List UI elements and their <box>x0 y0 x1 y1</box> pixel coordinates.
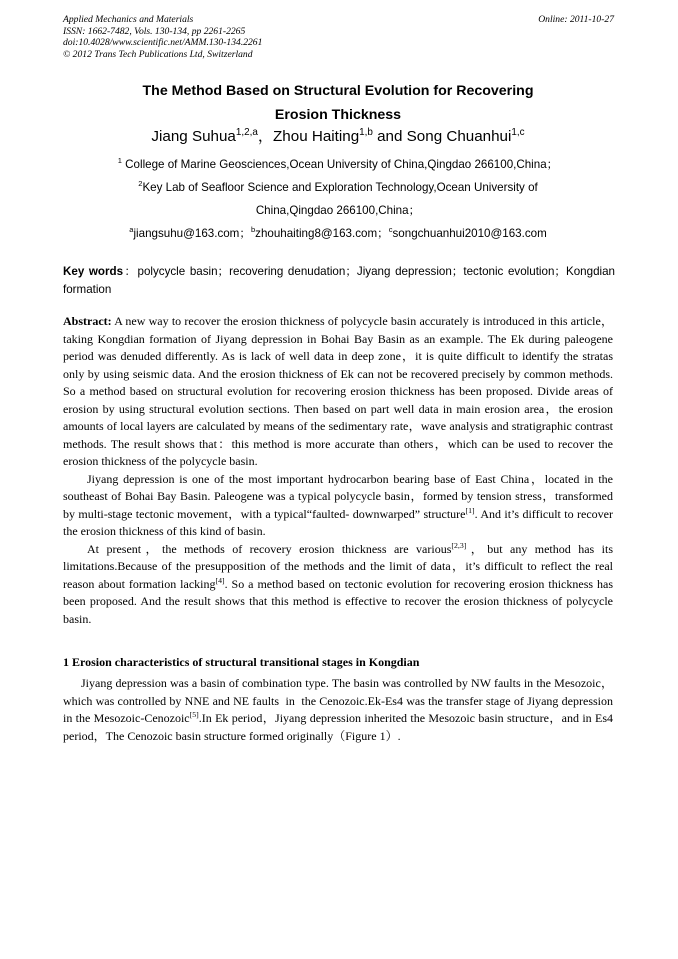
online-date: Online: 2011-10-27 <box>538 14 614 25</box>
intro-2-text-a: At present，the methods of recovery erosion thickness are various <box>87 541 452 556</box>
citation-2-3: [2,3] <box>451 540 467 550</box>
email-c: songchuanhui2010@163.com <box>392 227 547 240</box>
author-1: Jiang Suhua <box>151 128 236 145</box>
journal-name: Applied Mechanics and Materials <box>63 14 194 25</box>
email-c-marker: c <box>388 225 393 235</box>
doi-line: doi:10.4028/www.scientific.net/AMM.130-134.2261 <box>63 37 263 48</box>
author-3: Song Chuanhui <box>406 128 512 145</box>
paper-title <box>63 79 613 127</box>
section-1-heading: 1 Erosion characteristics of structural transitional stages in Kongdian <box>63 655 420 669</box>
intro-1-text-b: . And it’s difficult to recover the erosion thickness of this kind of basin. <box>63 506 613 538</box>
abstract <box>63 313 613 471</box>
author-3-affil: 1,c <box>511 126 525 138</box>
affiliation-2-marker: 2 <box>138 179 143 189</box>
email-a-marker: a <box>129 225 134 235</box>
email-b-marker: b <box>250 225 256 235</box>
keywords <box>63 263 615 299</box>
author-list <box>63 127 613 147</box>
section-1-text-b: .In Ek period，Jiyang depression inherited the Mesozoic basin structure，and in Es4 period，The Cenozoic basin structure formed originally（Figure 1）. <box>63 711 613 743</box>
author-separator: ， <box>257 128 274 145</box>
title-line-2: Erosion Thickness <box>274 107 402 123</box>
intro-2-text-b: ，but any method has its limitations.Because of the presupposition of the methods and the limit of data，it’s difficult to reflect the real reason about formation lacking <box>63 541 613 591</box>
intro-1-text-a: Jiyang depression is one of the most important hydrocarbon bearing base of East China，located in the southeast of Bohai Bay Basin. Paleogene was a typical polycycle basin，formed by tension stress，transformed by multi-stage tectonic movement，with a typical“faulted- downwarped” structure <box>63 471 613 521</box>
intro-paragraph-1 <box>63 471 613 541</box>
section-1-paragraph <box>63 675 616 745</box>
abstract-text: A new way to recover the erosion thickness of polycycle basin accurately is introduced in this article，taking Kongdian formation of Jiyang depression in Bohai Bay Basin as an example. The Ek during paleogene period was denuded differently. As is lack of well data in deep zone，it is quite difficult to identify the stratas only by using seismic data. And the erosion thickness of Ek can not be recovered precisely by common methods. So a method based on structural evolution for recovering erosion thickness has been proposed. Divide areas of erosion by using structural evolution sections. Then based on part well data in main erosion area，the erosion amounts of local layers are calculated by means of the sedimentary rate，wave analysis and stratigraphic contrast methods. The result shows that：this method is more accurate than others，which can be used to recover the erosion thickness of the polycycle basin. <box>63 314 613 468</box>
citation-1: [1] <box>465 505 475 515</box>
affiliation-1-marker: 1 <box>117 156 122 166</box>
affiliation-2 <box>63 176 613 222</box>
intro-paragraph-2 <box>63 541 613 629</box>
author-2-affil: 1,b <box>359 126 373 138</box>
issn-line: ISSN: 1662-7482, Vols. 130-134, pp 2261-2265 <box>63 25 246 37</box>
author-and: and <box>372 128 407 145</box>
email-line <box>63 222 613 245</box>
author-1-affil: 1,2,a <box>235 126 258 138</box>
author-2: Zhou Haiting <box>273 128 360 145</box>
keywords-text: ：polycycle basin；recovering denudation；Jiyang depression；tectonic evolution；Kongdian formation <box>63 265 615 296</box>
affiliation-2-line-1: Key Lab of Seafloor Science and Exploration Technology,Ocean University of <box>142 181 538 194</box>
intro-2-text-c: . So a method based on tectonic evolution for recovering erosion thickness has been proposed. And the result shows that this method is effective to recover the erosion thickness of polycycle basin. <box>63 576 613 626</box>
abstract-label: Abstract: <box>63 314 112 328</box>
journal-header <box>63 14 262 60</box>
affiliation-1-text: College of Marine Geosciences,Ocean University of China,Qingdao 266100,China； <box>121 158 559 171</box>
citation-5: [5] <box>189 710 199 719</box>
title-line-1: The Method Based on Structural Evolution for Recovering <box>142 83 534 99</box>
section-1-text-a: Jiyang depression was a basin of combination type. The basin was controlled by NW faults in the Mesozoic，which was controlled by NNE and NE faults in the Cenozoic.Ek-Es4 was the transfer stage of Jiyang depression in the Mesozoic-Cenozoic <box>63 676 616 725</box>
affiliation-1 <box>63 153 613 176</box>
citation-4: [4] <box>215 575 225 585</box>
copyright-line: © 2012 Trans Tech Publications Ltd, Switzerland <box>63 48 253 60</box>
email-a: jiangsuhu@163.com； <box>133 227 251 240</box>
email-b: zhouhaiting8@163.com； <box>255 227 389 240</box>
affiliation-2-line-2: China,Qingdao 266100,China； <box>255 204 421 217</box>
abstract-section <box>63 313 613 628</box>
keywords-label: Key words <box>63 265 124 278</box>
